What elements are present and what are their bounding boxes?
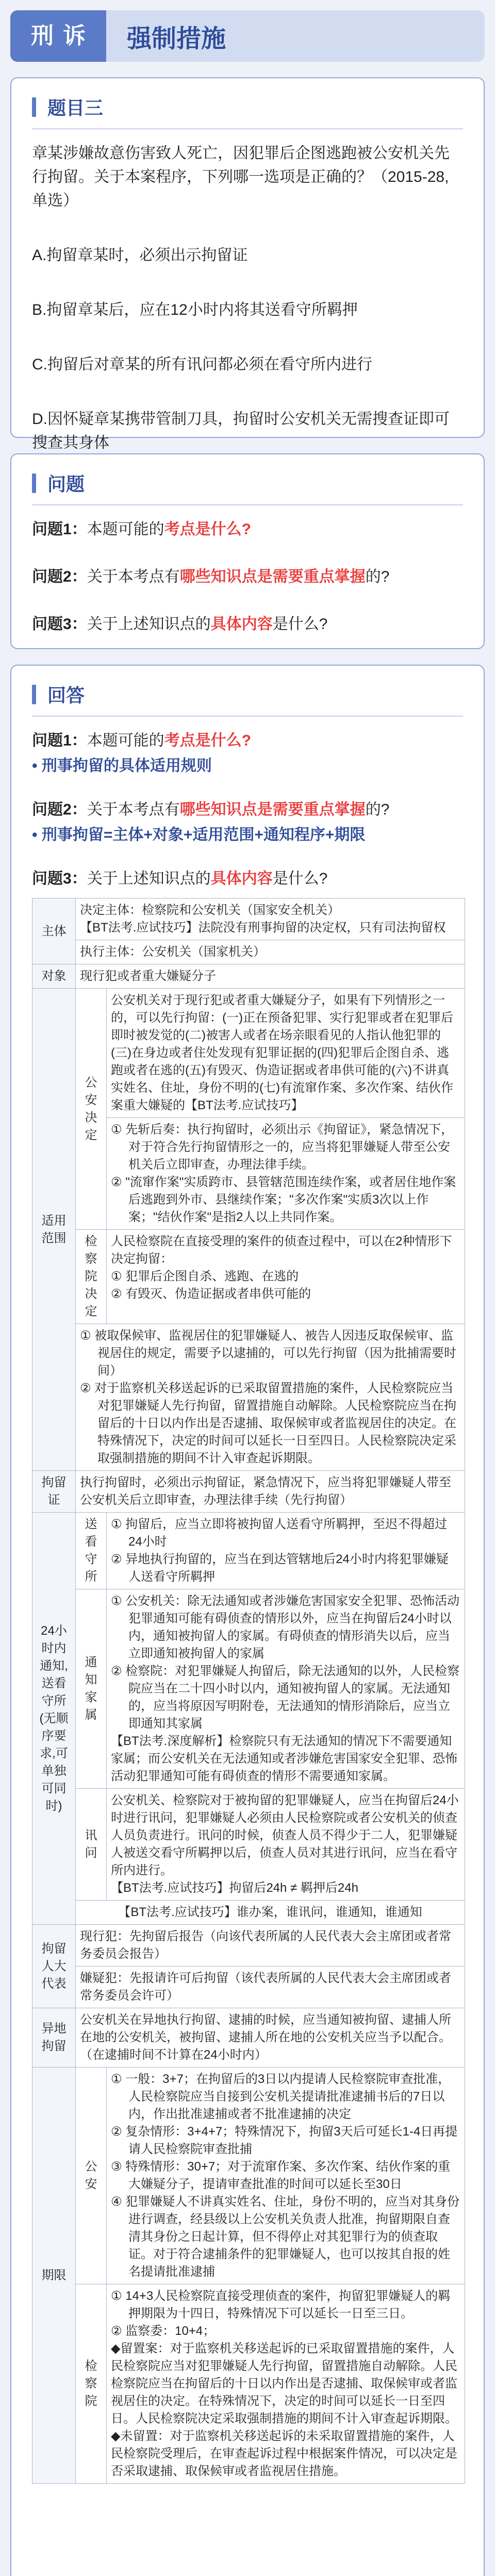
answer-2: • 刑事拘留=主体+对象+适用范围+通知程序+期限 xyxy=(32,826,366,843)
gongan-tip-2: "流窜作案"实质跨市、县管辖范围连续作案，或者居住地作案后逃跑到外市、县继续作案；"多次作案"实质3次以上作案；"结伙作案"是指2人以上共同作案。 xyxy=(125,1175,456,1224)
question-stem: 章某涉嫌故意伤害致人死亡，因犯罪后企图逃跑被公安机关先行拘留。关于本案程序，下列哪一选项是正确的？（2015-28,单选） xyxy=(32,145,450,209)
qx-1: 一般：3+7；在拘留后的3日以内提请人民检察院审查批准，人民检察院应当自接到公安机关提请批准逮捕书后的7日以内，作出批准逮捕或者不批准逮捕的决定 xyxy=(125,2072,451,2121)
tong-1: 公安机关：除无法通知或者涉嫌危害国家安全犯罪、恐怖活动犯罪通知可能有碍侦查的情形以外，应当在拘留后24小时以内，通知被拘留人的家属。有碍侦查的情形消失以后，应当立即通知被拘留人的家属 xyxy=(125,1594,460,1660)
answer-q2: 问题2：关于本考点有哪些知识点是需要重点掌握的? xyxy=(32,801,390,818)
subject-tag: 刑诉 xyxy=(10,10,106,62)
label-tong: 通知家属 xyxy=(76,1589,107,1789)
option-b: B.拘留章某后，应在12小时内将其送看守所羁押 xyxy=(32,301,358,318)
issues-title: 问题 xyxy=(47,473,85,495)
issue-2: 问题2：关于本考点有哪些知识点是需要重点掌握的? xyxy=(32,568,390,585)
xun-tip: 【BT法考.应试技巧】拘留后24h ≠ 羁押后24h xyxy=(111,1881,358,1895)
jianchayuan-text: 人民检察院在直接受理的案件的侦查过程中，可以在2种情形下决定拘留： xyxy=(111,1234,452,1266)
row-label-subject: 主体 xyxy=(32,899,76,964)
row-label-warrant: 拘留证 xyxy=(32,1471,76,1513)
option-c: C.拘留后对章某的所有讯问都必须在看守所内进行 xyxy=(32,356,372,373)
gongan-tip-1: 先斩后奏：执行拘留时，必须出示《拘留证》，紧急情况下，对于符合先行拘留情形之一的，应当将犯罪嫌疑人带至公安机关后立即审查，办理法律手续。 xyxy=(125,1123,454,1172)
scope-note-1: 被取保候审、监视居住的犯罪嫌疑人、被告人因违反取保候审、监视居住的规定，需要予以逮捕的，可以先行拘留（因为批捕需要时间） xyxy=(94,1329,456,1378)
answer-1: • 刑事拘留的具体适用规则 xyxy=(32,757,212,774)
row-label-yidi: 异地拘留 xyxy=(32,2008,76,2067)
jc-4: ◆未留置：对于监察机关移送起诉的未采取留置措施的案件，人民检察院受理后，在审查起诉过程中根据案件情况，可以决定是否采取逮捕、取保候审或者监视居住措施。 xyxy=(111,2429,457,2478)
issues-card xyxy=(10,453,485,649)
question-title: 题目三 xyxy=(47,97,104,118)
jc-3: ◆留置案：对于监察机关移送起诉的已采取留置措施的案件，人民检察院应当对犯罪嫌疑人先行拘留，留置措施自动解除。人民检察院应当在拘留后的十日以内作出是否逮捕、取保候审或者监视居住的决定。在特殊情况下，决定的时间可以延长一日至四日。人民检察院决定采取强制措施的期间不计入审查起诉期限。 xyxy=(111,2342,457,2426)
subject-decide: 决定主体：检察院和公安机关（国家安全机关） xyxy=(80,903,340,917)
yidi-text: 公安机关在异地执行拘留、逮捕的时候，应当通知被拘留、逮捕人所在地的公安机关，被拘留、逮捕人所在地的公安机关应当予以配合。（在逮捕时间不计算在24小时内） xyxy=(76,2008,465,2067)
daibiao-1: 现行犯：先拘留后报告（向该代表所属的人民代表大会主席团或者常务委员会报告） xyxy=(76,1925,465,1967)
option-a: A.拘留章某时，必须出示拘留证 xyxy=(32,247,248,264)
row-label-24h: 24小时内通知,送看守所(无顺序要求,可单独可同时) xyxy=(32,1513,76,1925)
jc-2: 监察委：10+4； xyxy=(125,2324,216,2338)
jianchayuan-case-1: 犯罪后企图自杀、逃跑、在逃的 xyxy=(125,1269,299,1283)
answers-card xyxy=(10,665,485,2576)
question-card xyxy=(10,77,485,451)
subject-tip: 【BT法考.应试技巧】法院没有刑事拘留的决定权，只有司法拘留权 xyxy=(80,921,446,935)
qx-2: 复杂情形：3+4+7；特殊情况下，拘留3天后可延长1-4日再提请人民检察院审查批捕 xyxy=(125,2125,458,2156)
object-text: 现行犯或者重大嫌疑分子 xyxy=(76,964,465,989)
detention-table: 主体 决定主体：检察院和公安机关（国家安全机关） 【BT法考.应试技巧】法院没有刑事拘留的决定权，只有司法拘留权 执行主体：公安机关（国家机关） 对象 现行犯或者重大嫌疑分子 适用范围 公安决定 公安机关对于现行犯或者重大嫌疑分子，如果有下列情形之一的，可以先行拘留：(一)正在预备犯罪、实行犯罪或者在犯罪后即时被发觉的(二)被害人或者在场亲眼看见的人指认他犯罪的(三)在身边或者住处发现有犯罪证据的(四)犯罪后企图自杀、逃跑或者在逃的(五)有毁灭、伪造证据或者串供可能的(六)不讲真实姓名、住址，身份不明的(七)有流窜作案、多次作案、结伙作案重大嫌疑的【BT法考.应试技巧】 ① 先斩后奏：执行拘留时，必须出示《拘留证》，紧急情况下，对于符合先行拘留情形之一的，应当将犯罪嫌疑人带至公安机关后立即审查，办理法律手续。 ② "流窜作案"实质跨市、县管辖范围连续作案，或者居住地作案后逃跑到外市、县继续作案；"多次作案"实质3次以上作案；"结伙作案"是指2人以上共同作案。 检察院决定 人民检察院在直接受理的案件的侦查过程中，可以在2种情形下决定拘留： ① 犯罪后企图自杀、逃跑、在逃的 ② 有毁灭、伪造证据或者串供可能的 ① 被取保候审、监视居住的犯罪嫌疑人、被告人因违反取保候审、监视居住的规定，需要予以逮捕的，可以先行拘留（因为批捕需要时间） ② 对于监察机关移送起诉的已采取留置措施的案件，人民检察院应当对犯罪嫌疑人先行拘留，留置措施自动解除。人民检察院应当在拘留后的十日以内作出是否逮捕、取保候审或者监视居住的决定。在特殊情况下，决定的时间可以延长一日至四日。人民检察院决定采取强制措施的期间不计入审查起诉期限。 拘留证 执行拘留时，必须出示拘留证，紧急情况下，应当将犯罪嫌疑人带至公安机关后立即审查，办理法律手续（先行拘留） 24小时内通知,送看守所(无顺序要求,可单独可同时) 送看守所 ① 拘留后，应当立即将被拘留人送看守所羁押，至迟不得超过24小时 ② 异地执行拘留的，应当在到达管辖地后24小时内将犯罪嫌疑人送看守所羁押 通知家属 ① 公安机关：除无法通知或者涉嫌危害国家安全犯罪、恐怖活动犯罪通知可能有碍侦查的情形以外，应当在拘留后24小时以内，通知被拘留人的家属。有碍侦查的情形消失以后，应当立即通知被拘留人的家属 ② 检察院：对犯罪嫌疑人拘留后，除无法通知的以外，人民检察院应当在二十四小时以内，通知被拘留人的家属。无法通知的，应当将原因写明附卷，无法通知的情形消除后，应当立即通知其家属 【BT法考.深度解析】检察院只有无法通知的情况下不需要通知家属；而公安机关在无法通知或者涉嫌危害国家安全犯罪、恐怖活动犯罪通知可能有碍侦查的情形不需要通知家属。 讯问 公安机关、检察院对于被拘留的犯罪嫌疑人，应当在拘留后24小时进行讯问，犯罪嫌疑人必须由人民检察院或者公安机关的侦查人员负责进行。讯问的时候，侦查人员不得少于二人，犯罪嫌疑人被送交看守所羁押以后，侦查人员对其进行讯问，应当在看守所内进行。 【BT法考.应试技巧】拘留后24h ≠ 羁押后24h 【BT法考.应试技巧】谁办案，谁讯问，谁通知，谁通知 拘留人大代表 现行犯：先拘留后报告（向该代表所属的人民代表大会主席团或者常务委员会报告） 嫌疑犯：先报请许可后拘留（该代表所属的人民代表大会主席团或者常务委员会许可） 异地拘留 公安机关在异地执行拘留、逮捕的时候，应当通知被拘留、逮捕人所在地的公安机关，被拘留、逮捕人所在地的公安机关应当予以配合。（在逮捕时间不计算在24小时内） 期限 公安 ① 一般：3+7；在拘留后的3日以内提请人民检察院审查批准，人民检察院应当自接到公安机关提请批准逮捕书后的7日以内，作出批准逮捕或者不批准逮捕的决定 ② 复杂情形：3+4+7；特殊情况下，拘留3天后可延长1-4日再提请人民检察院审查批捕 ③ 特殊情形：30+7；对于流窜作案、多次作案、结伙作案的重大嫌疑分子，提请审查批准的时间可以延长至30日 ④ 犯罪嫌疑人不讲真实姓名、住址，身份不明的，应当对其身份进行调查，经县级以上公安机关负责人批准，拘留期限自查清其身份之日起计算，但不得停止对其犯罪行为的侦查取证。对于符合逮捕条件的犯罪嫌疑人，也可以按其自报的姓名提请批准逮捕 检察院 ① 14+3人民检察院直接受理侦查的案件，拘留犯罪嫌疑人的羁押期限为十四日，特殊情况下可以延长一日至三日。 ② 监察委：10+4； ◆留置案：对于监察机关移送起诉的已采取留置措施的案件，人民检察院应当对犯罪嫌疑人先行拘留，留置措施自动解除。人民检察院应当在拘留后的十日以内作出是否逮捕、取保候审或者监视居住的决定。在特殊情况下，决定的时间可以延长一日至四日。人民检察院决定采取强制措施的期间不计入审查起诉期限。 ◆未留置：对于监察机关移送起诉的未采取留置措施的案件，人民检察院受理后，在审查起诉过程中根据案件情况，可以决定是否采取逮捕、取保候审或者监视居住措施。 xyxy=(32,898,465,2484)
xun-text: 公安机关、检察院对于被拘留的犯罪嫌疑人，应当在拘留后24小时进行讯问，犯罪嫌疑人必须由人民检察院或者公安机关的侦查人员负责进行。讯问的时候，侦查人员不得少于二人，犯罪嫌疑人被送交看守所羁押以后，侦查人员对其进行讯问，应当在看守所内进行。 xyxy=(111,1793,459,1877)
label-xun: 讯问 xyxy=(76,1789,107,1901)
qx-4: 犯罪嫌疑人不讲真实姓名、住址，身份不明的，应当对其身份进行调查，经县级以上公安机关负责人批准，拘留期限自查清其身份之日起计算，但不得停止对其犯罪行为的侦查取证。对于符合逮捕条件的犯罪嫌疑人，也可以按其自报的姓名提请批准逮捕 xyxy=(125,2195,460,2279)
label-song: 送看守所 xyxy=(76,1513,107,1589)
answer-q1: 问题1：本题可能的考点是什么? xyxy=(32,732,252,749)
jianchayuan-case-2: 有毁灭、伪造证据或者串供可能的 xyxy=(125,1287,311,1301)
song-1: 拘留后，应当立即将被拘留人送看守所羁押，至迟不得超过24小时 xyxy=(125,1517,448,1549)
option-d: D.因怀疑章某携带管制刀具，拘留时公安机关无需搜查证即可搜查其身体 xyxy=(32,411,450,451)
gongan-text: 公安机关对于现行犯或者重大嫌疑分子，如果有下列情形之一的，可以先行拘留：(一)正在预备犯罪、实行犯罪或者在犯罪后即时被发觉的(二)被害人或者在场亲眼看见的人指认他犯罪的(三)在身边或者住处发现有犯罪证据的(四)犯罪后企图自杀、逃跑或者在逃的(五)有毁灭、伪造证据或者串供可能的(六)不讲真实姓名、住址，身份不明的(七)有流窜作案、多次作案、结伙作案重大嫌疑的【BT法考.应试技巧】 xyxy=(107,989,465,1118)
label-gongan-2: 公安 xyxy=(76,2067,107,2284)
issue-1: 问题1：本题可能的考点是什么? xyxy=(32,521,252,538)
summary-tip: 【BT法考.应试技巧】谁办案，谁讯问，谁通知，谁通知 xyxy=(76,1901,465,1925)
label-gongan: 公安决定 xyxy=(76,989,107,1230)
label-jianchayuan: 检察院决定 xyxy=(76,1230,107,1324)
qx-3: 特殊情形：30+7；对于流窜作案、多次作案、结伙作案的重大嫌疑分子，提请审查批准的时间可以延长至30日 xyxy=(125,2160,451,2191)
subject-execute: 执行主体：公安机关（国家机关） xyxy=(76,940,465,964)
page-header xyxy=(10,10,485,62)
tong-2: 检察院：对犯罪嫌疑人拘留后，除无法通知的以外，人民检察院应当在二十四小时以内，通知被拘留人的家属。无法通知的，应当将原因写明附卷，无法通知的情形消除后，应当立即通知其家属 xyxy=(125,1664,460,1731)
row-label-scope: 适用范围 xyxy=(32,989,76,1471)
issue-3: 问题3：关于上述知识点的具体内容是什么? xyxy=(32,616,328,633)
page-title: 强制措施 xyxy=(127,25,226,53)
answer-q3: 问题3：关于上述知识点的具体内容是什么? xyxy=(32,870,328,887)
warrant-text: 执行拘留时，必须出示拘留证，紧急情况下，应当将犯罪嫌疑人带至公安机关后立即审查，办理法律手续（先行拘留） xyxy=(76,1471,465,1513)
daibiao-2: 嫌疑犯：先报请许可后拘留（该代表所属的人民代表大会主席团或者常务委员会许可） xyxy=(76,1967,465,2008)
row-label-object: 对象 xyxy=(32,964,76,989)
label-jianchayuan-2: 检察院 xyxy=(76,2284,107,2484)
row-label-qixian: 期限 xyxy=(32,2067,76,2484)
answers-title: 回答 xyxy=(47,685,85,706)
row-label-daibiao: 拘留人大代表 xyxy=(32,1925,76,2008)
tong-tip: 【BT法考.深度解析】检察院只有无法通知的情况下不需要通知家属；而公安机关在无法通知或者涉嫌危害国家安全犯罪、恐怖活动犯罪通知可能有碍侦查的情形不需要通知家属。 xyxy=(111,1734,457,1783)
jc-1: 14+3人民检察院直接受理侦查的案件，拘留犯罪嫌疑人的羁押期限为十四日，特殊情况下可以延长一日至三日。 xyxy=(125,2289,451,2320)
scope-note-2: 对于监察机关移送起诉的已采取留置措施的案件，人民检察院应当对犯罪嫌疑人先行拘留，留置措施自动解除。人民检察院应当在拘留后的十日以内作出是否逮捕、取保候审或者监视居住的决定。在特殊情况下，决定的时间可以延长一日至四日。人民检察院决定采取强制措施的期间不计入审查起诉期限。 xyxy=(94,1381,456,1465)
song-2: 异地执行拘留的，应当在到达管辖地后24小时内将犯罪嫌疑人送看守所羁押 xyxy=(125,1552,449,1584)
